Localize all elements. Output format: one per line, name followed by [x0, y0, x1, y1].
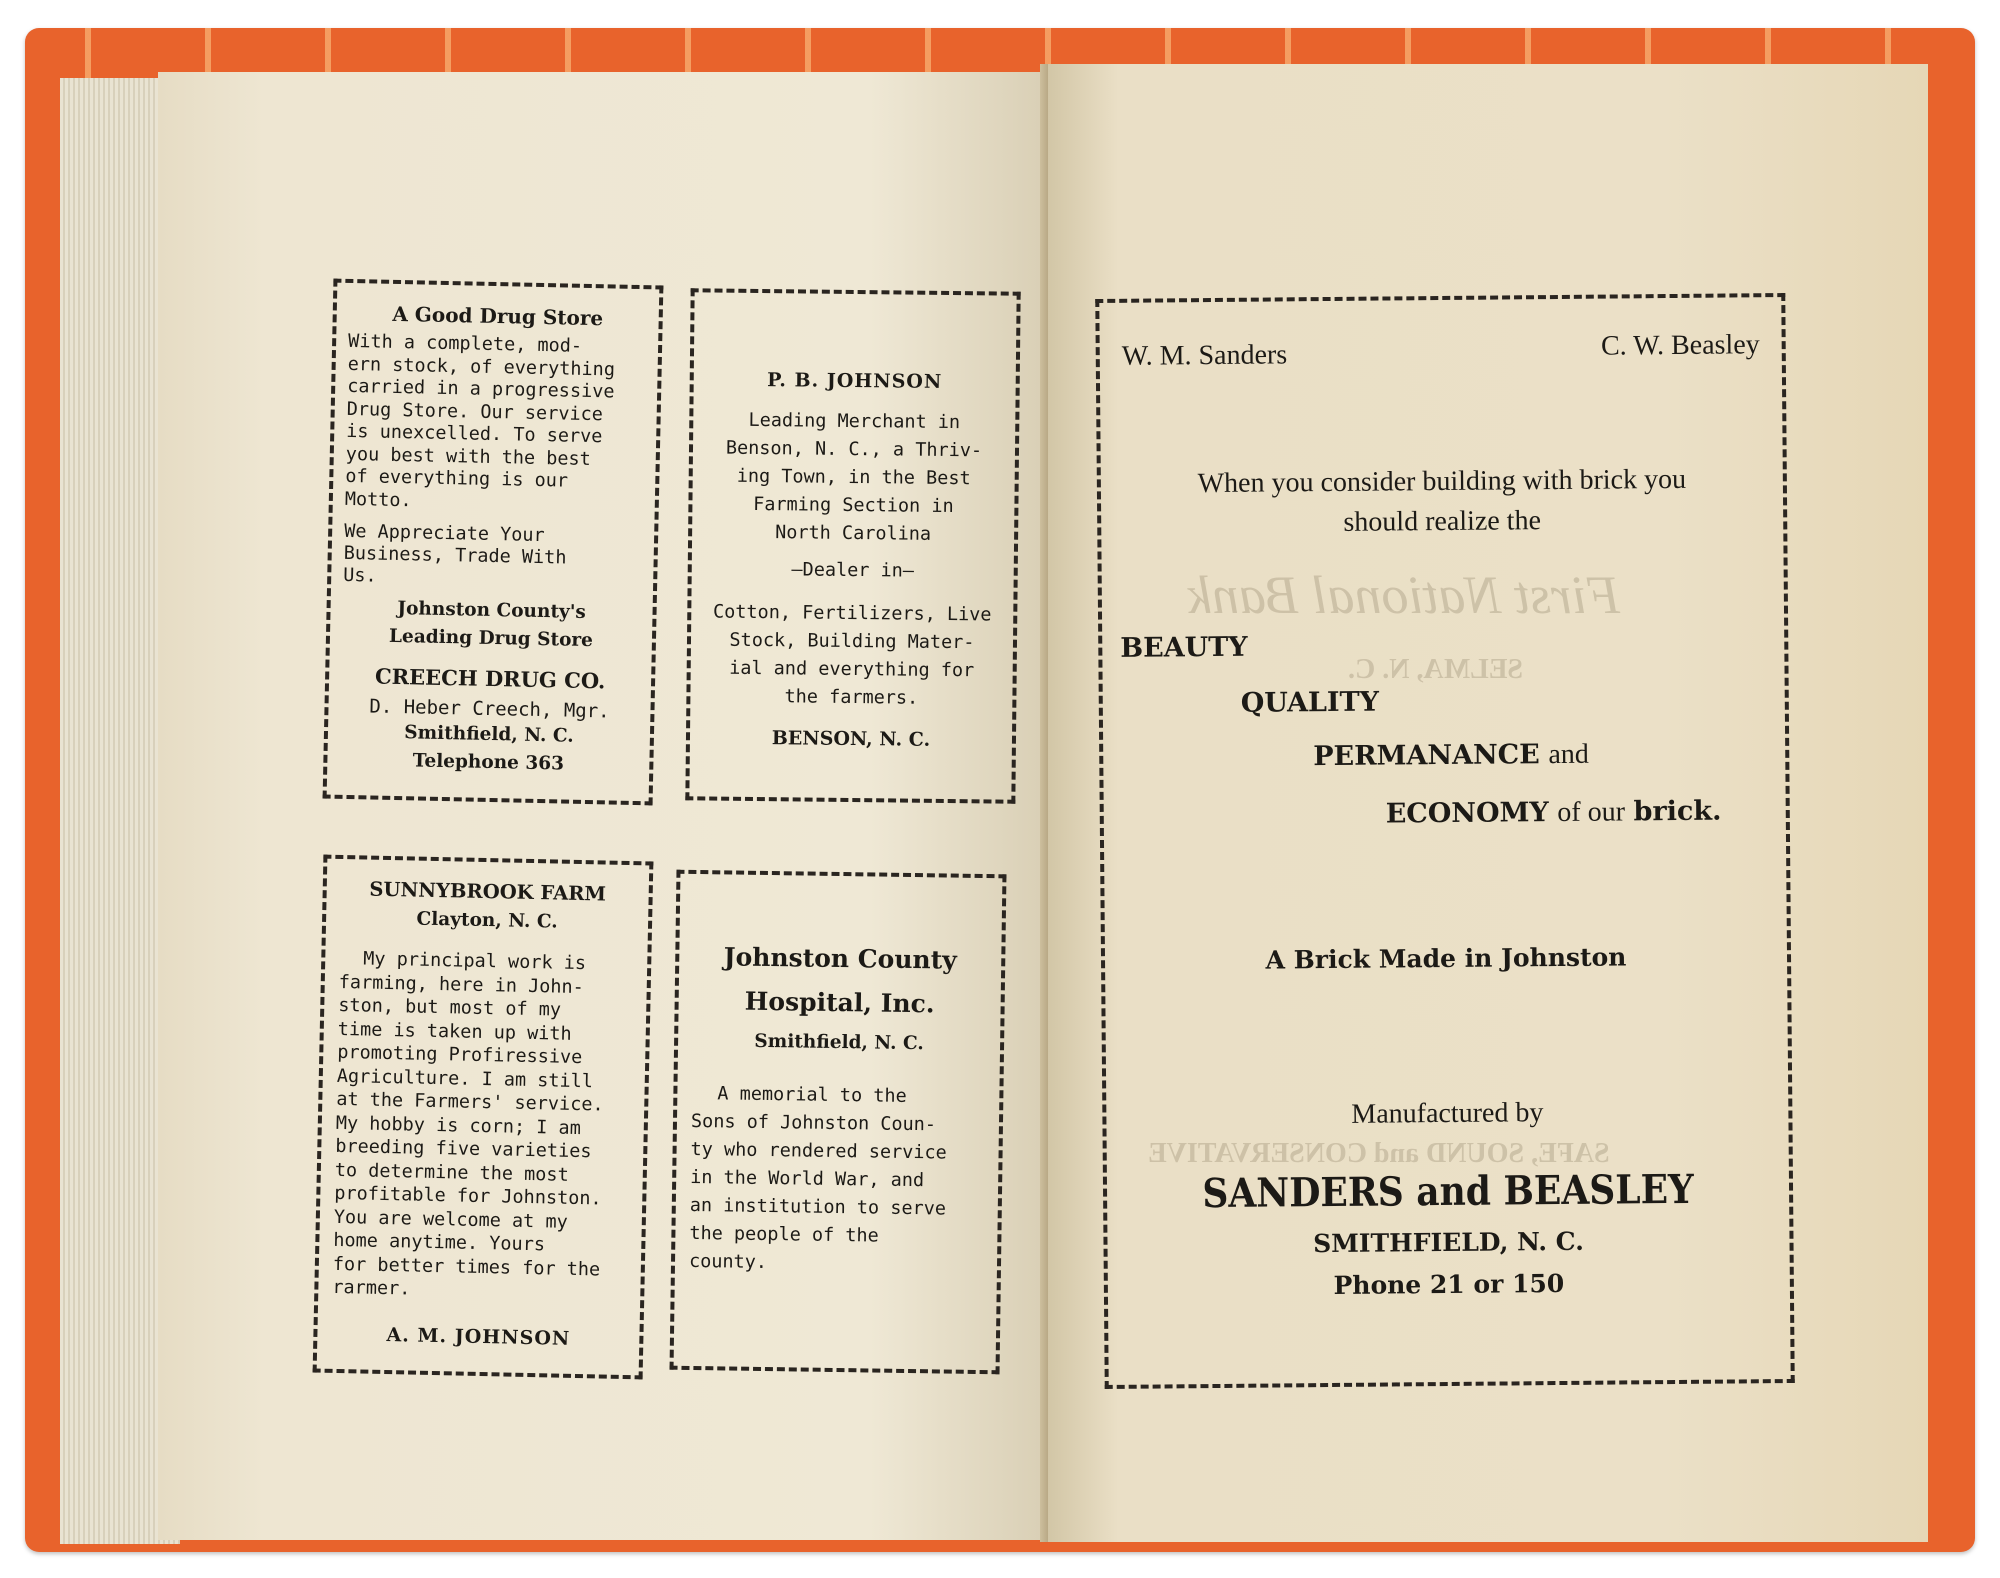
ad-drug-store [323, 279, 664, 806]
word-quality: QUALITY [1240, 686, 1380, 719]
dealer-label: —Dealer in— [791, 559, 915, 582]
ad-body: A memorial to the Sons of Johnston Coun- ty who rendered service in the World War, and an institution to serve the people of the county. [688, 1083, 947, 1274]
location: BENSON, N. C. [771, 727, 931, 751]
location: Smithfield, N. C. [404, 722, 574, 747]
company-name: SANDERS and BEASLEY [1202, 1165, 1694, 1218]
ad-body: Leading Merchant in Benson, N. C., a Thriv- ing Town, in the Best Farming Section in North Carolina [725, 409, 983, 545]
manufactured-by: Manufactured by [1351, 1097, 1544, 1130]
ad-heading-1: Johnston County [723, 942, 957, 975]
word-beauty: BEAUTY [1120, 631, 1248, 664]
intro-line-2: should realize the [1343, 505, 1542, 538]
owner-left: W. M. Sanders [1121, 339, 1288, 372]
word-and: and [1548, 738, 1589, 771]
ad-heading: A Good Drug Store [392, 301, 604, 331]
ad-heading: SUNNYBROOK FARM [369, 877, 607, 906]
signature: A. M. JOHNSON [386, 1324, 571, 1350]
company-phone: Phone 21 or 150 [1333, 1268, 1565, 1300]
ad-sunnybrook-farm [313, 855, 654, 1380]
company-name: CREECH DRUG CO. [374, 663, 606, 694]
ad-pb-johnson [685, 288, 1020, 803]
word-economy: ECONOMY [1385, 797, 1549, 830]
ad-heading: P. B. JOHNSON [767, 369, 943, 393]
ad-body: My principal work is farming, here in John- ston, but most of my time is taken up with promoting Profiressive Agriculture. I am still at the Farmers' service. My hobby is corn; I am breeding five varieties to determine the most profitable for Johnston. You are welcome at my home anytime. Yours for better times for the rarmer. [332, 948, 604, 1300]
word-economy-line [1385, 795, 1722, 830]
ad-body: With a complete, mod- ern stock, of everything carried in a progressive Drug Store. Our service is unexcelled. To serve you best with the best of everything is our Motto. [344, 330, 616, 511]
left-page [158, 72, 1048, 1540]
location: Smithfield, N. C. [754, 1030, 924, 1055]
owner-right: C. W. Beasley [1600, 329, 1760, 362]
location: Clayton, N. C. [416, 908, 558, 933]
manager-name: D. Heber Creech, Mgr. [369, 695, 610, 723]
ad-tagline-2: Leading Drug Store [388, 625, 594, 652]
bleed-bank-city: SELMA, N. C. [1348, 654, 1524, 685]
bleed-motto: SAFE, SOUND and CONSERVATIVE [1148, 1138, 1610, 1169]
word-brick: brick. [1633, 795, 1722, 828]
ad-goods: Cotton, Fertilizers, Live Stock, Building Mater- ial and everything for the farmers. [712, 601, 992, 709]
ad-tagline-1: Johnston County's [397, 598, 587, 623]
telephone: Telephone 363 [412, 750, 565, 775]
slogan: A Brick Made in Johnston [1265, 942, 1627, 975]
ad-appreciate: We Appreciate Your Business, Trade With Us. [343, 520, 567, 587]
bleed-bank-name: First National Bank [1188, 565, 1620, 625]
word-of-our: of our [1557, 796, 1626, 829]
ad-hospital [670, 870, 1007, 1375]
word-permanance-line [1313, 738, 1589, 773]
right-page [1048, 64, 1928, 1542]
ad-heading-2: Hospital, Inc. [744, 986, 935, 1019]
word-permanance: PERMANANCE [1313, 739, 1540, 773]
company-city: SMITHFIELD, N. C. [1313, 1226, 1584, 1259]
ad-sanders-beasley [1095, 293, 1794, 1389]
intro-line-1: When you consider building with brick you [1197, 463, 1687, 500]
